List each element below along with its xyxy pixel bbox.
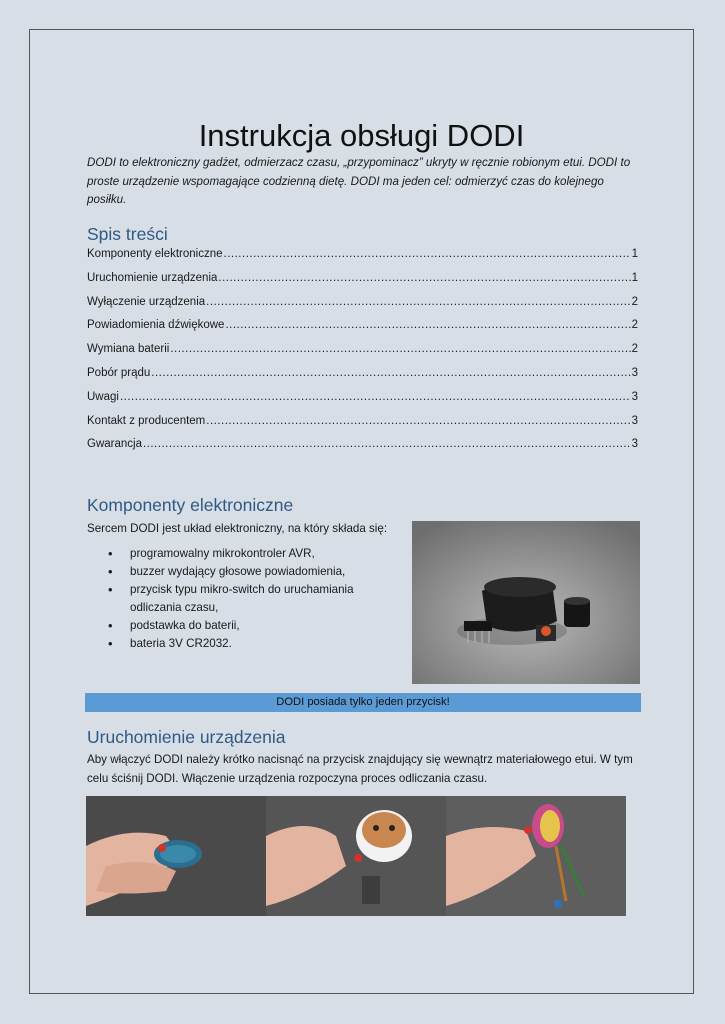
components-photo	[412, 521, 640, 684]
list-item: • bateria 3V CR2032.	[108, 635, 368, 653]
photo-squeeze-2	[266, 796, 446, 916]
startup-photos	[86, 796, 626, 916]
toc-entry[interactable]: Gwarancja ..... 3	[87, 438, 638, 462]
toc-entry[interactable]: Komponenty elektroniczne ..... 1	[87, 248, 638, 272]
startup-text: Aby włączyć DODI należy krótko nacisnąć na przycisk znajdujący się wewnątrz materiałowego etui. W tym celu ściśnij DODI. Włączenie urządzenia rozpoczyna proces odliczania czasu.	[87, 753, 633, 785]
toc-entry[interactable]: Uruchomienie urządzenia ..... 1	[87, 272, 638, 296]
list-item: • podstawka do baterii,	[108, 617, 368, 635]
toc-entry[interactable]: Uwagi ..... 3	[87, 391, 638, 415]
info-banner: DODI posiada tylko jeden przycisk!	[85, 693, 641, 712]
document-title: Instrukcja obsługi DODI	[198, 118, 525, 153]
toc-entry[interactable]: Wymiana baterii ..... 2	[87, 343, 638, 367]
toc-entry[interactable]: Wyłączenie urządzenia ..... 2	[87, 296, 638, 320]
document-page	[29, 29, 694, 994]
components-lead: Sercem DODI jest układ elektroniczny, na który składa się:	[87, 522, 388, 535]
intro-paragraph: DODI to elektroniczny gadżet, odmierzacz czasu, „przypominacz” ukryty w ręcznie robionym etui. DODI to proste urządzenie wspomagające codzienną dietę. DODI ma jeden cel: odmierzyć czas do kolejnego posiłku.	[87, 156, 631, 206]
photo-squeeze-1	[86, 796, 266, 916]
toc-entry[interactable]: Kontakt z producentem ..... 3	[87, 415, 638, 439]
toc-entry[interactable]: Powiadomienia dźwiękowe ..... 2	[87, 319, 638, 343]
list-item: • buzzer wydający głosowe powiadomienia,	[108, 563, 368, 581]
table-of-contents	[87, 248, 638, 462]
startup-heading: Uruchomienie urządzenia	[87, 727, 286, 747]
photo-squeeze-3	[446, 796, 626, 916]
toc-entry[interactable]: Pobór prądu ..... 3	[87, 367, 638, 391]
toc-heading: Spis treści	[87, 224, 168, 244]
list-item: • przycisk typu mikro-switch do uruchamiania odliczania czasu,	[108, 581, 368, 617]
components-list	[108, 545, 368, 653]
list-item: • programowalny mikrokontroler AVR,	[108, 545, 368, 563]
components-heading: Komponenty elektroniczne	[87, 495, 294, 515]
